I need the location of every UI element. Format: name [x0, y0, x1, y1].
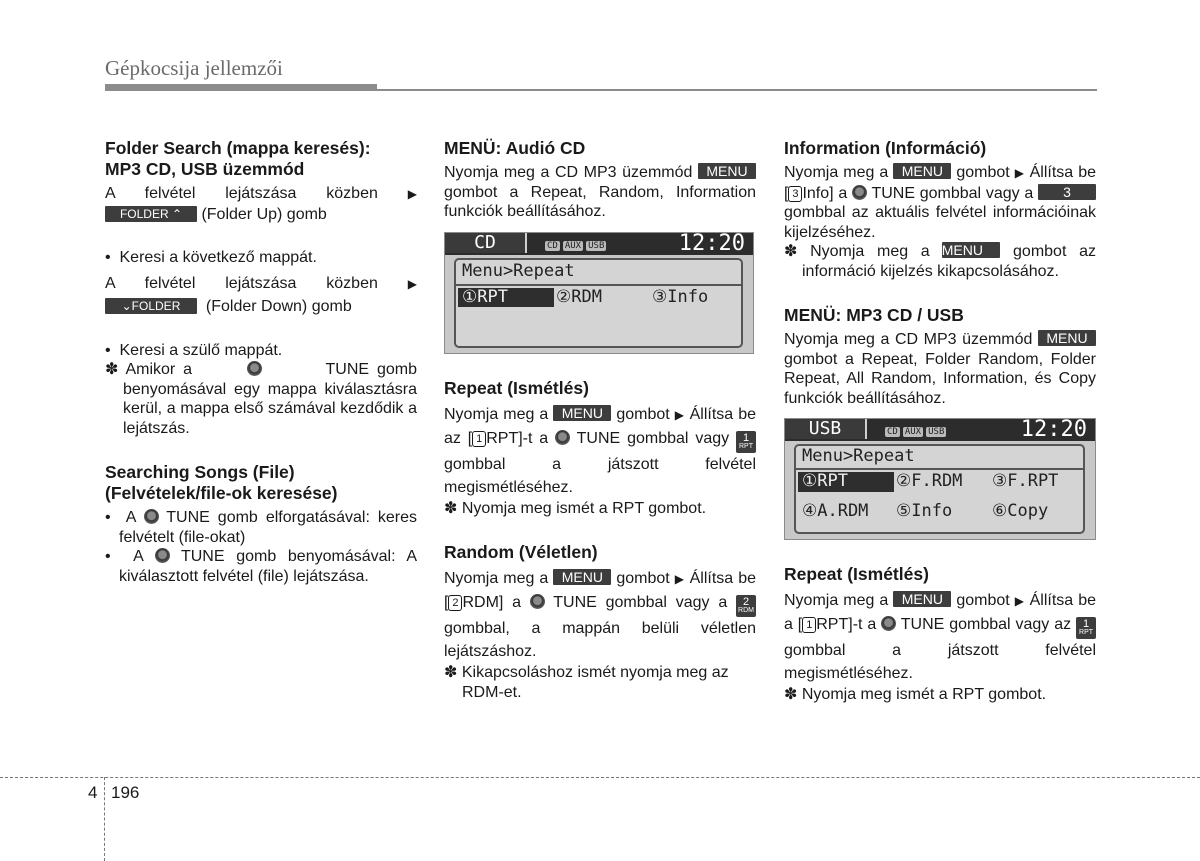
lcd-option-copy: ⑥Copy — [992, 501, 1049, 521]
note-item — [105, 360, 417, 438]
key-number: 2 — [742, 596, 750, 608]
lcd-divider — [796, 468, 1083, 470]
menu-button: MENU — [1038, 330, 1096, 346]
bullet-item — [105, 508, 417, 547]
note-item — [784, 685, 1096, 705]
repeat-paragraph — [784, 589, 1096, 685]
paragraph-text: be [ — [784, 164, 1097, 202]
lcd-divider — [456, 284, 741, 286]
tune-knob-icon — [144, 509, 159, 524]
number-two-icon: 2 — [448, 595, 462, 611]
paragraph-text: TUNE gombbal vagy — [900, 616, 1050, 633]
tune-knob-icon — [530, 594, 545, 609]
folder-search-heading — [105, 138, 417, 180]
menu-button: MENU — [893, 163, 951, 179]
lcd-badge-cd: CD — [547, 240, 558, 251]
information-paragraph — [784, 163, 1096, 242]
lcd-screen-cd — [444, 232, 754, 354]
paragraph-text: Nyomja meg a — [784, 592, 889, 609]
heading-line: Searching Songs (File) — [105, 462, 295, 482]
lcd-option-rdm: ②RDM — [556, 286, 602, 307]
menu-audio-cd-paragraph — [444, 163, 756, 222]
menu-button: MENU — [698, 163, 756, 179]
lcd-clock: 12:20 — [1020, 417, 1087, 442]
lcd-badge-usb: USB — [928, 427, 945, 437]
lcd-badge-cd: CD — [887, 427, 898, 437]
lcd-badge-aux: AUX — [564, 240, 582, 251]
repeat-paragraph — [444, 403, 756, 499]
column-middle — [444, 138, 756, 702]
note-icon: ✽ — [444, 499, 458, 517]
info-3-button: 3 — [1038, 184, 1096, 200]
folder-down-line — [105, 297, 417, 317]
paragraph-text: be [ — [444, 570, 757, 611]
lcd-menu-title: Menu>Repeat — [802, 446, 915, 466]
chapter-number: 4 — [88, 783, 98, 802]
triangle-icon: ▶ — [407, 276, 417, 291]
note-text: Kikapcsoláshoz ismét nyomja meg az RDM-et. — [461, 664, 729, 701]
folder-up-paragraph — [105, 184, 417, 205]
tune-knob-icon — [247, 361, 262, 376]
paragraph-text: gombbal az aktuális felvétel információinak kijelzéséhez. — [784, 204, 1096, 241]
triangle-icon: ▶ — [1014, 594, 1025, 608]
lcd-option-frdm: ②F.RDM — [896, 471, 963, 491]
paragraph-text: Nyomja meg a CD MP3 üzemmód — [784, 331, 1033, 348]
tune-knob-icon — [881, 616, 896, 631]
lcd-clock: 12:20 — [678, 230, 745, 256]
bullet-icon: • — [105, 548, 111, 565]
column-left — [105, 138, 417, 586]
paragraph-text: (Folder Up) gomb — [201, 205, 327, 223]
paragraph-text: A felvétel lejátszása közben — [105, 185, 378, 202]
bullet-text: A — [133, 548, 143, 565]
note-icon: ✽ — [105, 361, 119, 378]
number-one-icon: 1 — [472, 431, 486, 447]
folder-down-paragraph — [105, 274, 417, 295]
paragraph-text: gombbal a játszott felvétel megismétléséhez. — [444, 455, 756, 496]
bullet-icon: • — [105, 341, 111, 359]
paragraph-text: be az [ — [444, 405, 757, 447]
lcd-badge-usb: USB — [588, 240, 605, 251]
paragraph-text: Info] a — [802, 184, 848, 202]
bullet-icon: • — [105, 249, 111, 266]
lcd-badge-aux: AUX — [904, 427, 922, 437]
note-icon: ✽ — [784, 686, 798, 703]
folder-up-button: FOLDER ⌃ — [105, 206, 197, 222]
triangle-icon: ▶ — [674, 572, 685, 586]
repeat-heading: Repeat (Ismétlés) — [784, 564, 929, 584]
tune-knob-icon — [555, 430, 570, 445]
menu-button: MENU — [893, 591, 951, 607]
note-text: Nyomja meg ismét a RPT gombot. — [801, 686, 1047, 703]
menu-button: MENU — [553, 405, 611, 421]
tune-knob-icon — [852, 185, 867, 200]
bullet-icon: • — [105, 509, 111, 526]
number-three-icon: 3 — [788, 186, 802, 202]
page-number: 196 — [111, 783, 140, 802]
menu-mp3-usb-heading: MENÜ: MP3 CD / USB — [784, 305, 964, 325]
preset-key-2-icon — [736, 595, 756, 617]
paragraph-text: gombot — [616, 570, 670, 587]
paragraph-text: TUNE gombbal vagy a — [871, 184, 1034, 202]
triangle-icon: ▶ — [1014, 166, 1025, 180]
paragraph-text: RPT]-t a — [486, 429, 549, 447]
key-label: RPT — [1079, 629, 1094, 636]
note-text: benyomásával egy mappa kiválasztásra kerül, a mappa első számával kezdődik a lejátszás. — [123, 380, 417, 437]
folder-up-line — [105, 205, 417, 225]
repeat-heading: Repeat (Ismétlés) — [444, 377, 589, 398]
key-label: RDM — [738, 607, 754, 614]
paragraph-text: TUNE gombbal vagy a — [553, 594, 728, 611]
random-heading: Random (Véletlen) — [444, 542, 598, 562]
note-icon: ✽ — [444, 664, 458, 681]
random-paragraph — [444, 567, 756, 663]
bullet-text: Keresi a következő mappát. — [119, 249, 317, 266]
bullet-text: A — [125, 509, 136, 526]
lcd-screen-usb — [784, 418, 1096, 540]
paragraph-text: az — [1054, 616, 1072, 633]
paragraph-text: Nyomja meg a CD MP3 üzemmód — [444, 164, 693, 181]
preset-key-1-icon — [736, 431, 756, 453]
note-text: TUNE gomb — [325, 361, 418, 378]
paragraph-text: be a [ — [784, 592, 1097, 633]
paragraph-text: RPT]-t a — [816, 616, 877, 633]
page-header-title: Gépkocsija jellemzői — [105, 56, 283, 80]
paragraph-text: gombot a Repeat, Folder Random, Folder Repeat, All Random, Information, és Copy funkciók beállításához. — [784, 350, 1096, 407]
tune-knob-icon — [155, 548, 170, 563]
triangle-icon: ▶ — [674, 407, 685, 422]
paragraph-text: gombot — [956, 592, 1010, 609]
paragraph-text: gombot — [616, 405, 670, 423]
note-item — [444, 663, 756, 702]
note-item — [444, 499, 756, 519]
paragraph-text: gombot — [956, 164, 1010, 181]
lcd-option-info: ⑤Info — [896, 501, 953, 521]
paragraph-text: vagy — [695, 429, 730, 447]
footer-rule — [0, 777, 1200, 778]
note-text: gombot az információ kijelzés kikapcsolásához. — [802, 243, 1096, 280]
menu-audio-cd-heading: MENÜ: Audió CD — [444, 138, 586, 158]
paragraph-text: Állítsa — [689, 570, 734, 587]
searching-songs-heading — [105, 462, 417, 504]
lcd-menu-panel — [794, 444, 1085, 534]
bullet-text: Keresi a szülő mappát. — [119, 341, 283, 359]
paragraph-text: RDM] a — [462, 594, 522, 611]
paragraph-text: Állítsa — [1029, 592, 1074, 609]
header-rule-dark — [105, 84, 377, 91]
bullet-item — [105, 341, 417, 361]
note-text: Nyomja meg ismét a RPT gombot. — [461, 499, 707, 517]
paragraph-text: Nyomja meg a — [444, 405, 549, 423]
information-heading: Information (Információ) — [784, 138, 987, 158]
note-text: Nyomja meg a — [810, 243, 930, 260]
key-label: RPT — [739, 442, 753, 450]
menu-mp3-usb-paragraph — [784, 330, 1096, 408]
menu-button: MENU — [942, 242, 1000, 258]
paragraph-text: gombbal a játszott felvétel megismétléséhez. — [784, 642, 1096, 682]
heading-line: MP3 CD, USB üzemmód — [105, 159, 305, 179]
header-rule — [377, 89, 1097, 91]
lcd-option-ardm: ④A.RDM — [802, 501, 869, 521]
folder-down-button: ⌄FOLDER — [105, 298, 197, 314]
lcd-source-badges — [545, 237, 609, 257]
paragraph-text: TUNE gombbal — [576, 429, 689, 447]
heading-line: (Felvételek/file-ok keresése) — [105, 483, 338, 503]
paragraph-text: gombbal, a mappán belüli véletlen lejátszáshoz. — [444, 620, 756, 660]
paragraph-text: Állítsa — [1029, 164, 1074, 181]
footer-divider — [104, 777, 105, 861]
bullet-item — [105, 248, 417, 268]
column-right — [784, 138, 1096, 705]
paragraph-text: Állítsa — [689, 405, 734, 423]
bullet-item — [105, 547, 417, 586]
paragraph-text: (Folder Down) gomb — [205, 298, 352, 315]
number-one-icon: 1 — [802, 617, 816, 633]
paragraph-text: Nyomja meg a — [784, 164, 889, 181]
key-number: 1 — [742, 431, 750, 444]
triangle-icon: ▶ — [407, 187, 417, 201]
heading-line: Folder Search (mappa keresés): — [105, 138, 371, 158]
bullet-text: TUNE gomb elforgatásával: keres felvételt (file-okat) — [119, 509, 418, 546]
lcd-option-frpt: ③F.RPT — [992, 471, 1059, 491]
lcd-mode-label: CD — [445, 233, 527, 253]
lcd-mode-label: USB — [785, 419, 867, 439]
lcd-option-rpt: ①RPT — [798, 472, 894, 492]
note-item — [784, 242, 1096, 281]
lcd-source-badges — [885, 423, 949, 443]
menu-button: MENU — [553, 569, 611, 585]
lcd-option-info: ③Info — [652, 286, 709, 307]
preset-key-1-icon — [1076, 617, 1096, 639]
paragraph-text: gombot a Repeat, Random, Information funkciók beállításához. — [444, 183, 756, 220]
bullet-text: TUNE gomb benyomásával: A kiválasztott felvétel (file) lejátszása. — [119, 548, 417, 585]
note-icon: ✽ — [784, 243, 798, 260]
lcd-menu-title: Menu>Repeat — [462, 260, 575, 281]
lcd-option-rpt: ①RPT — [458, 288, 554, 308]
key-number: 1 — [1082, 618, 1090, 630]
note-text: Amikor a — [125, 361, 193, 378]
paragraph-text: Nyomja meg a — [444, 570, 549, 587]
paragraph-text: A felvétel lejátszása közben — [105, 274, 378, 292]
lcd-menu-panel — [454, 258, 743, 348]
